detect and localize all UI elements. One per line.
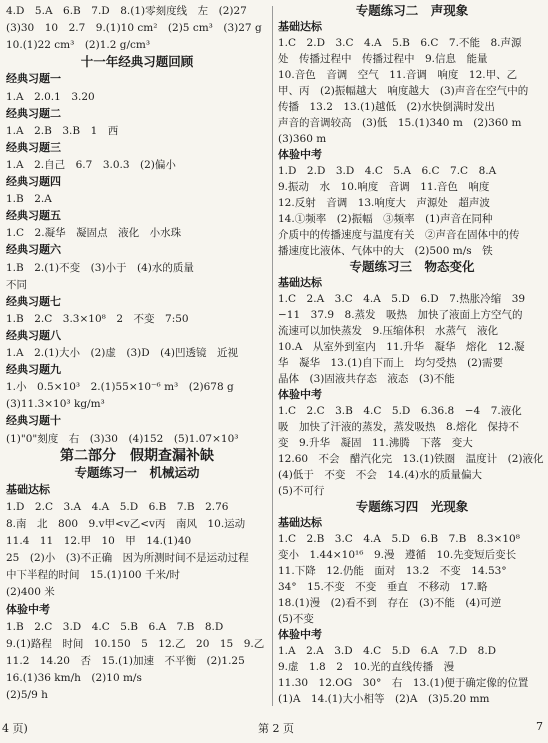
answer-line: (5)不变	[278, 613, 314, 625]
answer-line: 1.小 0.5×10³ 2.(1)55×10⁻⁶ m³ (2)678 g	[6, 381, 234, 394]
section-heading: 专题练习四 光现象	[355, 499, 469, 514]
answer-line: (2)5/9 h	[6, 689, 48, 701]
footer-right-fragment: 7	[536, 720, 543, 733]
answer-line: 1.C 2.D 3.C 4.A 5.B 6.C 7.不能 8.声源	[278, 37, 522, 49]
answer-line: 1.A 2.A 3.D 4.C 5.D 6.A 7.D 8.D	[278, 645, 497, 657]
subsection-heading: 经典习题三	[6, 140, 61, 154]
answer-line: (3)360 m	[278, 133, 327, 145]
subsection-heading: 经典习题二	[6, 106, 61, 120]
answer-line: 10.A 从室外到室内 11.升华 凝华 熔化 12.凝	[278, 341, 525, 353]
subsection-heading: 经典习题九	[6, 363, 61, 377]
answer-line: 1.C 2.B 3.C 4.A 5.D 6.B 7.B 8.3×10⁸	[278, 533, 520, 545]
subsection-heading: 经典习题八	[6, 328, 61, 342]
section-heading: 第二部分 假期查漏补缺	[60, 447, 214, 464]
answer-line: 11.2 14.20 否 15.(1)加速 不平衡 (2)1.25	[6, 654, 245, 667]
answer-line: 1.C 2.凝华 凝固点 液化 小水珠	[6, 227, 182, 240]
answer-line: 介质中的传播速度与温度有关 ②声音在固体中的传	[278, 229, 520, 241]
subsection-heading: 体验中考	[6, 602, 50, 616]
answer-line: 1.D 2.D 3.D 4.C 5.A 6.C 7.C 8.A	[278, 165, 497, 177]
answer-line: 12.60 不会 醋汽化完 13.(1)铁圈 温度计 (2)液化	[278, 453, 544, 465]
answer-line: 18.(1)漫 (2)看不到 存在 (3)不能 (4)可逆	[278, 597, 502, 609]
answer-line: 4.D 5.A 6.B 7.D 8.(1)零刻度线 左 (2)27	[6, 5, 247, 17]
subsection-heading: 经典习题五	[6, 209, 61, 223]
answer-line: 1.A 2.0.1 3.20	[6, 90, 95, 103]
section-heading: 专题练习一 机械运动	[74, 464, 200, 480]
answer-line: (3)30 10 2.7 9.(1)10 cm² (2)5 cm³ (3)27 g	[6, 22, 262, 35]
answer-line: 播速度比液体、气体中的大 (2)500 m/s 铁	[278, 245, 493, 257]
answer-line: 华 凝华 13.(1)自下而上 均匀受热 (2)需要	[278, 357, 503, 369]
subsection-heading: 经典习题四	[6, 175, 61, 188]
answer-line: 1.B 2.C 3.3×10⁸ 2 不变 7:50	[6, 312, 189, 325]
answer-line: 11.30 12.OG 30° 右 13.(1)便于确定像的位置	[278, 677, 529, 689]
answer-line: (1)"0"刻度 右 (3)30 (4)152 (5)1.07×10³	[6, 432, 239, 445]
answer-line: 1.C 2.C 3.B 4.C 5.D 6.36.8 −4 7.液化	[278, 405, 522, 417]
answer-line: (1)A 14.(1)大小相等 (2)A (3)5.20 mm	[278, 693, 490, 705]
answer-line: 流速可以加快蒸发 9.压缩体积 水蒸气 液化	[278, 325, 499, 337]
answer-line: 变小 1.44×10¹⁶ 9.漫 遵循 10.先变短后变长	[278, 549, 517, 561]
answer-line: 处 传播过程中 传播过程中 9.信息 能量	[278, 53, 488, 65]
answer-line: (2)400 米	[6, 586, 55, 599]
answer-line: 9.(1)路程 时间 10.150 5 12.乙 20 15 9.乙	[6, 637, 265, 650]
subsection-heading: 体验中考	[278, 148, 322, 161]
column-divider	[272, 6, 273, 706]
subsection-heading: 体验中考	[278, 628, 322, 641]
subsection-heading: 经典习题十	[6, 414, 61, 428]
subsection-heading: 经典习题一	[6, 72, 61, 86]
answer-line: 16.(1)36 km/h (2)10 m/s	[6, 671, 142, 684]
answer-line: 传播 13.2 13.(1)越低 (2)水快倒满时发出	[278, 101, 495, 113]
answer-line: 1.A 2.B 3.B 1 西	[6, 124, 119, 137]
subsection-heading: 体验中考	[278, 388, 322, 401]
answer-line: (4)低于 不变 不会 14.(4)水的质量偏大	[278, 469, 482, 481]
answer-line: 晶体 (3)固液共存态 液态 (3)不能	[278, 373, 455, 385]
subsection-heading: 经典习题七	[6, 294, 61, 308]
answer-line: −11 37.9 8.蒸发 吸热 加快了液面上方空气的	[278, 309, 523, 321]
answer-line: 甲、丙 (2)振幅越大 响度越大 (3)声音在空气中的	[278, 85, 529, 97]
answer-line: 9.虚 1.8 2 10.光的直线传播 漫	[278, 661, 455, 673]
answer-line: 10.(1)22 cm³ (2)1.2 g/cm³	[6, 39, 151, 52]
answer-line: 1.A 2.(1)大小 (2)虚 (3)D (4)凹透镜 近视	[6, 347, 239, 359]
answer-line: 吸 加快了汗液的蒸发，蒸发吸热 8.熔化 保持不	[278, 421, 520, 433]
answer-line: 1.B 2.(1)不变 (3)小于 (4)水的质量	[6, 261, 194, 274]
answer-line: 不同	[6, 278, 27, 291]
answer-line: 1.B 2.C 3.D 4.C 5.B 6.A 7.B 8.D	[6, 620, 224, 633]
answer-line: 变 9.升华 凝固 11.沸腾 下落 变大	[278, 437, 473, 449]
answer-line: 声音的音调较高 (3)低 15.(1)340 m (2)360 m	[278, 117, 522, 129]
answer-line: 25 (2)小 (3)不正确 因为所测时间不是运动过程	[6, 552, 249, 565]
subsection-heading: 基础达标	[278, 516, 322, 529]
answer-line: 14.①频率 (2)振幅 ③频率 (1)声音在同种	[278, 213, 493, 225]
page-number: 第 2 页	[258, 722, 294, 735]
answer-line: 10.音色 音调 空气 11.音调 响度 12.甲、乙	[278, 69, 518, 81]
answer-line: 1.A 2.自己 6.7 3.0.3 (2)偏小	[6, 158, 176, 171]
section-heading: 专题练习三 物态变化	[349, 259, 475, 274]
footer-left-fragment: 4 页)	[2, 722, 28, 735]
answer-line: (5)不可行	[278, 485, 325, 497]
answer-line: 中下半程的时间 15.(1)100 千米/时	[6, 569, 180, 582]
answer-line: 9.振动 水 10.响度 音调 11.音色 响度	[278, 181, 490, 193]
answer-line: (3)11.3×10³ kg/m³	[6, 398, 105, 411]
answer-line: 1.D 2.C 3.A 4.A 5.D 6.B 7.B 2.76	[6, 500, 229, 513]
answer-line: 34° 15.不变 不变 垂直 不移动 17.略	[278, 581, 488, 593]
subsection-heading: 基础达标	[278, 276, 322, 289]
subsection-heading: 基础达标	[6, 482, 50, 496]
answer-line: 12.反射 音调 13.响度大 声源处 超声波	[278, 197, 490, 209]
subsection-heading: 基础达标	[278, 20, 322, 33]
section-heading: 十一年经典习题回顾	[80, 54, 194, 70]
subsection-heading: 经典习题六	[6, 243, 61, 257]
section-heading: 专题练习二 声现象	[355, 3, 469, 18]
answer-line: 11.下降 12.仍能 面对 13.2 不变 14.53°	[278, 565, 507, 577]
answer-line: 1.C 2.A 3.C 4.A 5.D 6.D 7.热胀冷缩 39	[278, 293, 526, 305]
answer-line: 8.南 北 800 9.v甲<v乙<v丙 南风 10.运动	[6, 518, 246, 530]
answer-line: 11.4 11 12.甲 10 甲 14.(1)40	[6, 535, 192, 548]
answer-line: 1.B 2.A	[6, 193, 52, 206]
